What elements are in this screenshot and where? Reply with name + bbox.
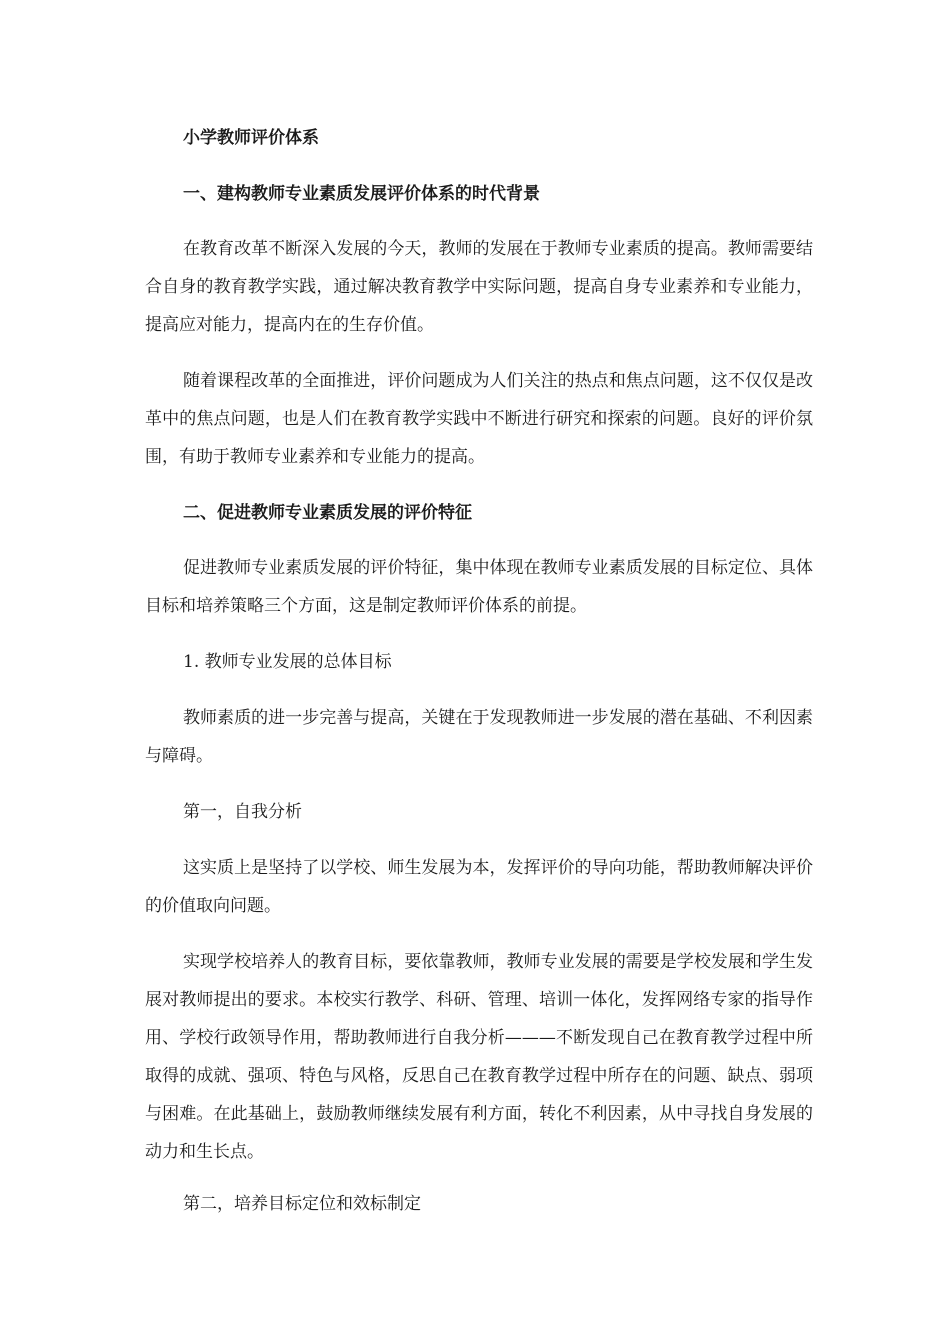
subsection-1-heading: 1. 教师专业发展的总体目标 (183, 652, 392, 672)
step-2-heading: 第二，培养目标定位和效标制定 (183, 1194, 421, 1214)
document-title: 小学教师评价体系 (183, 128, 319, 148)
section-1-heading: 一、建构教师专业素质发展评价体系的时代背景 (183, 184, 540, 204)
step-1-paragraph-2: 实现学校培养人的教育目标，要依靠教师，教师专业发展的需要是学校发展和学生发展对教师提出的要求。本校实行教学、科研、管理、培训一体化，发挥网络专家的指导作用、学校行政领导作用，帮助教师进行自我分析———不断发现自己在教育教学过程中所取得的成就、强项、特色与风格，反思自己在教育教学过程中所存在的问题、缺点、弱项与困难。在此基础上，鼓励教师继续发展有利方面，转化不利因素，从中寻找自身发展的动力和生长点。 (145, 952, 813, 1162)
step-1-heading: 第一，自我分析 (183, 802, 302, 822)
subsection-1-paragraph: 教师素质的进一步完善与提高，关键在于发现教师进一步发展的潜在基础、不利因素与障碍。 (145, 708, 813, 766)
step-1-paragraph-1: 这实质上是坚持了以学校、师生发展为本，发挥评价的导向功能，帮助教师解决评价的价值取向问题。 (145, 858, 813, 916)
section-2-heading: 二、促进教师专业素质发展的评价特征 (183, 503, 472, 523)
section-2-paragraph-1: 促进教师专业素质发展的评价特征，集中体现在教师专业素质发展的目标定位、具体目标和培养策略三个方面，这是制定教师评价体系的前提。 (145, 558, 813, 616)
section-1-paragraph-2: 随着课程改革的全面推进，评价问题成为人们关注的热点和焦点问题，这不仅仅是改革中的焦点问题，也是人们在教育教学实践中不断进行研究和探索的问题。良好的评价氛围，有助于教师专业素养和专业能力的提高。 (145, 371, 813, 467)
section-1-paragraph-1: 在教育改革不断深入发展的今天，教师的发展在于教师专业素质的提高。教师需要结合自身的教育教学实践，通过解决教育教学中实际问题，提高自身专业素养和专业能力，提高应对能力，提高内在的生存价值。 (145, 239, 813, 335)
